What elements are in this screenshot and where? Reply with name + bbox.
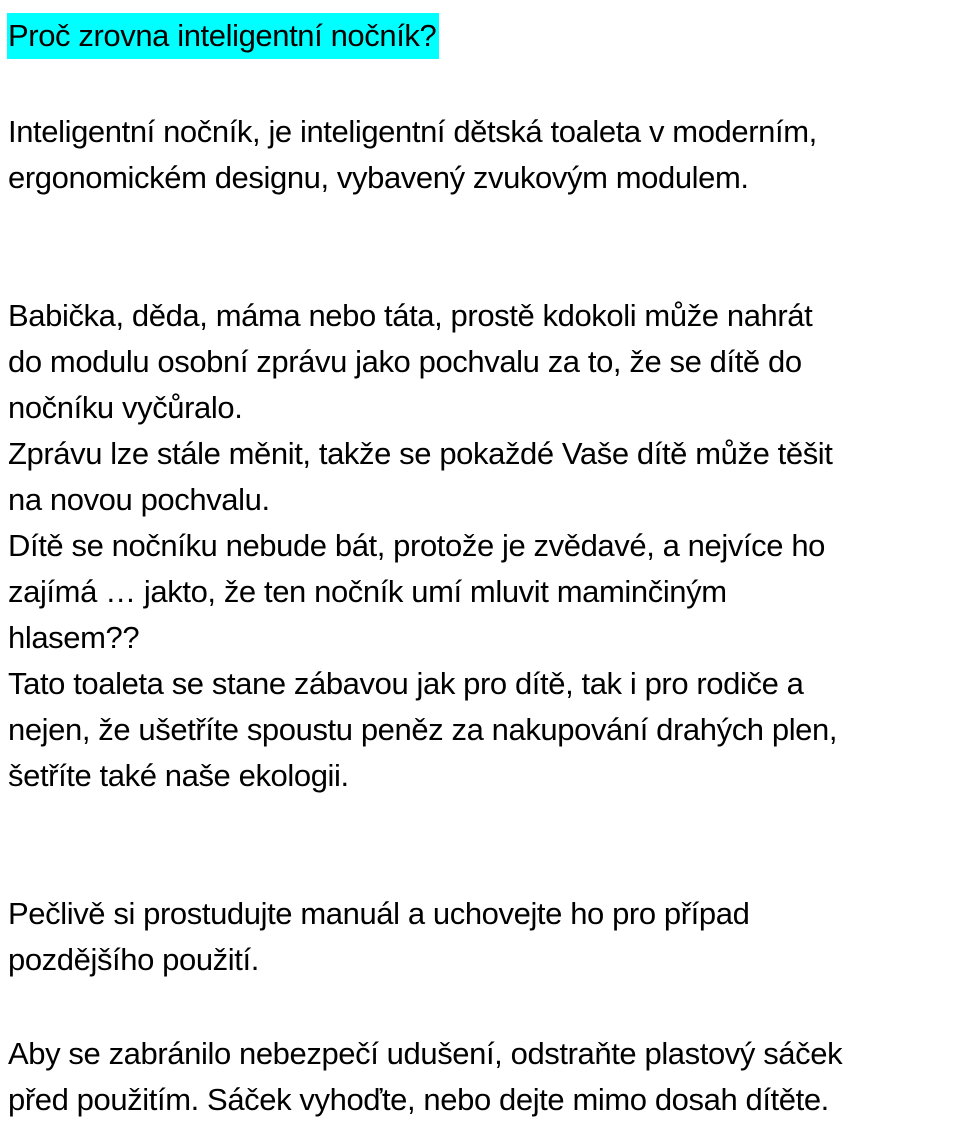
text-line: Pečlivě si prostudujte manuál a uchovejte ho pro případ xyxy=(8,896,750,931)
text-line: Inteligentní nočník, je inteligentní dětská toaleta v moderním, xyxy=(8,114,817,149)
paragraph-description xyxy=(8,293,954,799)
text-line: nejen, že ušetříte spoustu peněz za nakupování drahých plen, xyxy=(8,712,838,747)
text-line: Aby se zabránilo nebezpečí udušení, odstraňte plastový sáček xyxy=(8,1036,843,1071)
text-line: na novou pochvalu. xyxy=(8,482,270,517)
text-line: pozdějšího použití. xyxy=(8,942,259,977)
paragraph-safety-warning xyxy=(8,1031,954,1123)
paragraph-manual-notice xyxy=(8,891,954,983)
text-line: Tato toaleta se stane zábavou jak pro dítě, tak i pro rodiče a xyxy=(8,666,804,701)
text-line: Babička, děda, máma nebo táta, prostě kdokoli může nahrát xyxy=(8,298,813,333)
text-line: Dítě se nočníku nebude bát, protože je zvědavé, a nejvíce ho xyxy=(8,528,825,563)
text-line: Zprávu lze stále měnit, takže se pokaždé Vaše dítě může těšit xyxy=(8,436,833,471)
text-line: do modulu osobní zprávu jako pochvalu za to, že se dítě do xyxy=(8,344,802,379)
text-line: šetříte také naše ekologii. xyxy=(8,758,349,793)
text-line: nočníku vyčůralo. xyxy=(8,390,243,425)
text-line: ergonomickém designu, vybavený zvukovým modulem. xyxy=(8,160,749,195)
paragraph-intro xyxy=(8,109,954,201)
text-line: hlasem?? xyxy=(8,620,140,655)
page-title: Proč zrovna inteligentní nočník? xyxy=(7,13,439,59)
text-line: zajímá … jakto, že ten nočník umí mluvit maminčiným xyxy=(8,574,727,609)
text-line: před použitím. Sáček vyhoďte, nebo dejte mimo dosah dítěte. xyxy=(8,1082,829,1117)
